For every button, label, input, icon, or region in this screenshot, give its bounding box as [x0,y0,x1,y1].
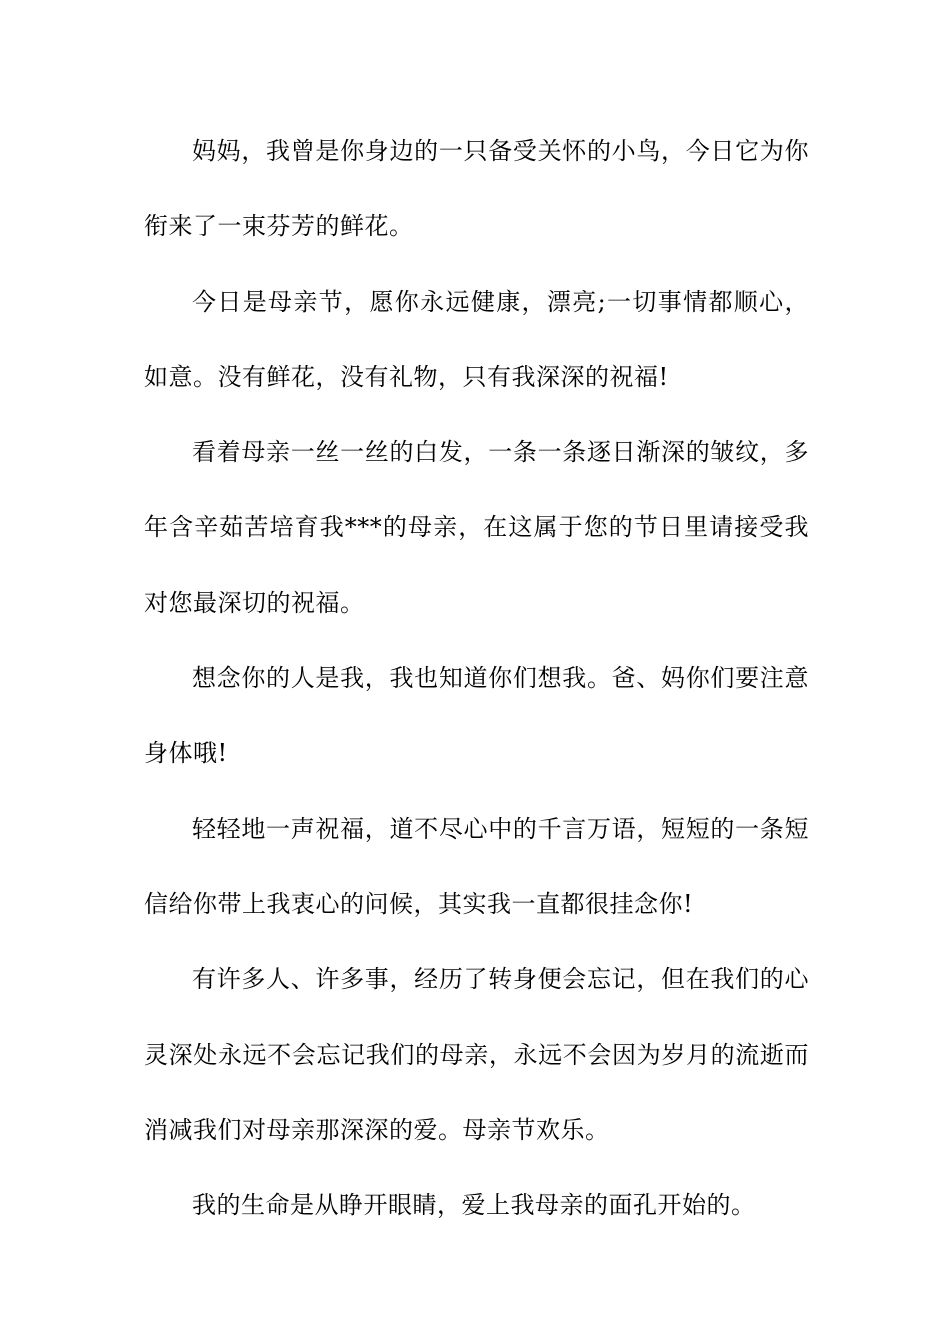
paragraph: 今日是母亲节，愿你永远健康，漂亮;一切事情都顺心，如意。没有鲜花，没有礼物，只有我深深的祝福! [144,287,809,391]
paragraph: 我的生命是从睁开眼睛，爱上我母亲的面孔开始的。 [192,1191,756,1220]
paragraph: 妈妈，我曾是你身边的一只备受关怀的小鸟，今日它为你衔来了一束芬芳的鲜花。 [144,137,809,241]
paragraph: 想念你的人是我，我也知道你们想我。爸、妈你们要注意身体哦! [144,664,809,768]
paragraph: 看着母亲一丝一丝的白发，一条一条逐日渐深的皱纹，多年含辛茹苦培育我***的母亲，在这属于您的节日里请接受我对您最深切的祝福。 [144,438,809,617]
paragraph: 有许多人、许多事，经历了转身便会忘记，但在我们的心灵深处永远不会忘记我们的母亲，永远不会因为岁月的流逝而消减我们对母亲那深深的爱。母亲节欢乐。 [144,965,809,1144]
paragraph: 轻轻地一声祝福，道不尽心中的千言万语，短短的一条短信给你带上我衷心的问候，其实我一直都很挂念你! [144,814,809,918]
document-body [144,114,809,1243]
